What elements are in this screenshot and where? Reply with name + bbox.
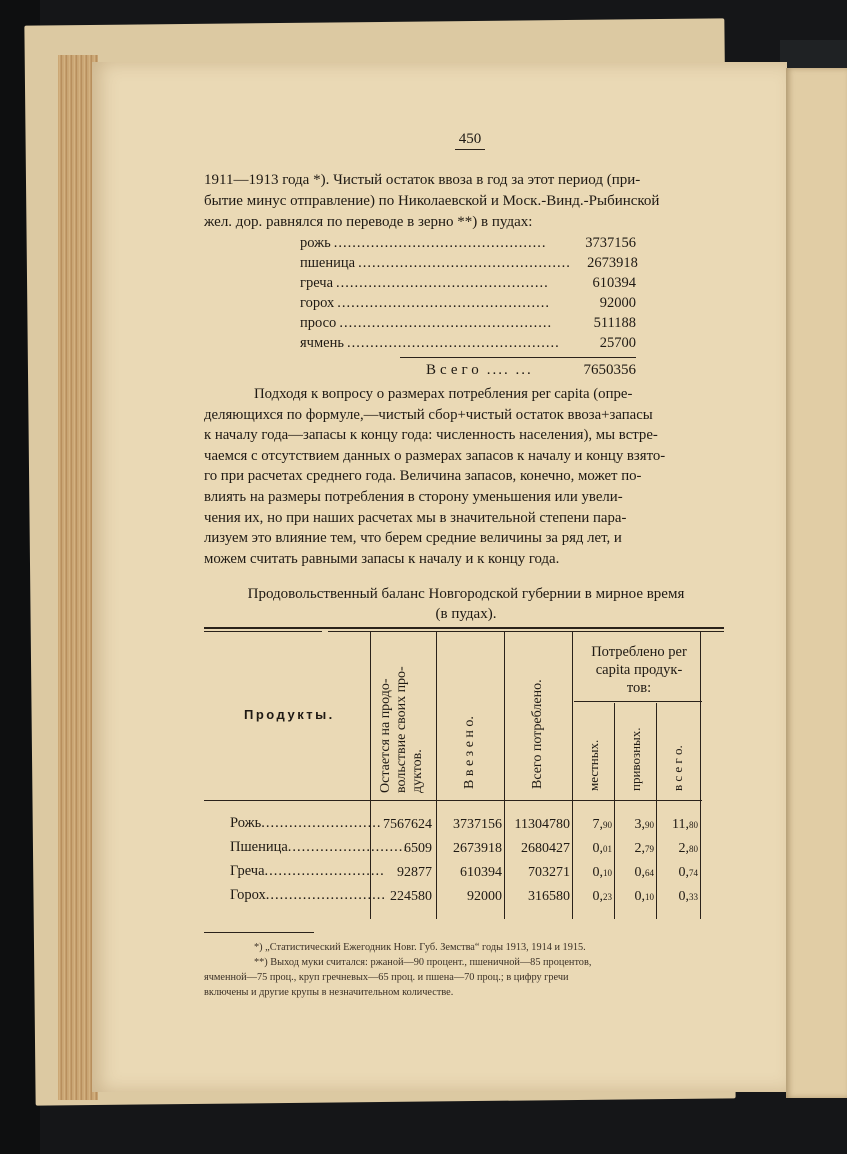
header-total-consumed: Всего потреблено. [530,679,545,789]
caption-line: (в пудах). [435,606,497,622]
row-product: Горох .......................... [230,887,386,903]
cell-import-pc [616,841,654,857]
cell-imported: 2673918 [453,841,502,856]
page-number: 450 [455,131,485,150]
grain-name: просо [300,315,337,331]
para-line: к началу года—запасы к концу года: численность населения), мы встре- [204,427,658,444]
cell-int: 0, [678,865,689,880]
grain-name: ячмень [300,335,344,351]
para-line: чения их, но при наших расчетах мы в значительной степени пара- [204,509,627,526]
grain-value: 92000 [599,295,636,311]
cell-own: 6509 [404,841,432,856]
cell-frac: 64 [645,868,654,878]
food-balance-table [204,627,724,919]
cell-int: 3, [634,817,645,832]
cell-total: 316580 [528,889,570,904]
para-line: деляющихся по формуле,—чистый сбор+чистый остаток ввоза+запасы [204,406,653,423]
cell-local [574,889,612,905]
cell-frac: 23 [603,892,612,902]
product-name: Горох [230,887,266,903]
header-consumed-line: Потреблено per [591,644,687,660]
grain-import-list [300,235,636,355]
caption-line: Продовольственный баланс Новгородской губернии в мирное время [247,586,685,602]
cell-int: 0, [592,865,603,880]
cell-all-pc [658,865,698,881]
row-product: Греча .......................... [230,863,385,879]
grain-value: 3737156 [585,235,636,251]
cell-own: 7567624 [383,817,432,832]
grain-name: греча [300,275,334,291]
cell-frac: 90 [603,820,612,830]
cell-frac: 80 [689,844,698,854]
table-caption [204,584,728,624]
cell-own: 92877 [397,865,432,880]
cell-imported: 3737156 [453,817,502,832]
grain-value: 511188 [593,315,636,331]
table-top-rule-2 [204,631,322,632]
cell-frac: 10 [645,892,654,902]
cell-imported: 92000 [467,889,502,904]
cell-all-pc [658,889,698,905]
cell-all-pc [658,841,698,857]
total-dots: .... ... [486,362,533,378]
grain-value: 25700 [599,335,636,351]
grain-row: горох .............................................. 92000 [300,295,636,311]
table-top-rule [204,627,724,629]
cell-int: 0, [592,889,603,904]
header-products: Продукты. [244,707,335,722]
cell-frac: 10 [603,868,612,878]
cell-int: 0, [678,889,689,904]
cell-int: 0, [592,841,603,856]
para-line: лизуем это влияние тем, что берем средние величины за ряд лет, и [204,530,622,547]
cell-import-pc [616,865,654,881]
header-consumed-per-capita [574,643,704,697]
footnote-rule [204,932,314,933]
grain-value: 610394 [592,275,636,291]
grain-value: 2673918 [587,255,638,271]
grain-name: рожь [300,235,331,251]
product-name: Пшеница [230,839,288,855]
header-consumed-line: тов: [626,680,652,696]
header-all-per-capita: в с е г о. [670,745,685,791]
cell-own: 224580 [390,889,432,904]
header-local: местных. [586,739,601,791]
header-own-line: дуктов. [410,749,425,793]
grain-name: горох [300,295,335,311]
grain-row: рожь .............................................. 3737156 [300,235,636,251]
total-divider [400,357,636,358]
col-divider [656,703,657,919]
header-own-line: Остается на продо- [378,678,393,793]
table-top-rule-3 [328,631,724,632]
cell-int: 7, [592,817,603,832]
header-consumed-line: capita продук- [595,662,683,678]
cell-local [574,817,612,833]
cell-local [574,865,612,881]
total-value: 7650356 [583,362,636,378]
cell-frac: 01 [603,844,612,854]
cell-all-pc [658,817,698,833]
header-imported: В в е з е н о. [462,716,477,789]
book-spine [780,40,847,70]
para-line: го при расчетах среднего года. Величина запасов, конечно, может по- [204,468,642,485]
cell-frac: 79 [645,844,654,854]
col-divider [436,631,437,919]
facing-page-edge [786,68,847,1098]
cell-int: 0, [634,889,645,904]
footnote-line: ячменной—75 проц., круп гречневых—65 проц. и пшена—70 проц.; в цифру гречи [204,972,569,983]
footnote-line: включены и другие крупы в незначительном количестве. [204,987,454,998]
cell-total: 703271 [528,865,570,880]
para-line: Подходя к вопросу о размерах потребления per capita (опре- [254,386,633,402]
col-divider [504,631,505,919]
grain-row: греча .............................................. 610394 [300,275,636,291]
cell-imported: 610394 [460,865,502,880]
col-divider [614,703,615,919]
cell-import-pc [616,889,654,905]
intro-text [204,170,728,233]
intro-line: жел. дор. равнялся по переводе в зерно **) в пудах: [204,214,533,230]
cell-import-pc [616,817,654,833]
grain-total-row [426,362,636,379]
footnote-line: **) Выход муки считался: ржаной—90 процент., пшеничной—85 процентов, [254,957,592,968]
intro-line: 1911—1913 года *). Чистый остаток ввоза в год за этот период (при- [204,172,641,188]
header-own-products [378,633,426,793]
grain-row: ячмень .............................................. 25700 [300,335,636,351]
col-divider [572,631,573,919]
cell-frac: 90 [645,820,654,830]
header-bottom-rule [204,800,702,801]
para-line: влиять на размеры потребления в сторону уменьшения или увели- [204,488,623,505]
row-product: Пшеница .......................... [230,839,409,855]
cell-total: 11304780 [514,817,570,832]
subheader-rule [574,701,702,702]
cell-frac: 33 [689,892,698,902]
footnote-line: *) „Статистический Ежегодник Новг. Губ. Земства“ годы 1913, 1914 и 1915. [254,942,586,953]
grain-name: пшеница [300,255,356,271]
cell-local [574,841,612,857]
cell-int: 0, [634,865,645,880]
grain-row: просо .............................................. 511188 [300,315,636,331]
footnotes [204,940,728,1000]
cell-int: 2, [634,841,645,856]
intro-line: бытие минус отправление) по Николаевской и Моск.-Винд.-Рыбинской [204,193,660,209]
total-label: Всего [426,362,483,378]
cell-int: 2, [678,841,689,856]
row-product: Рожь .......................... [230,815,382,831]
grain-row: пшеница .............................................. 2673918 [300,255,638,271]
cell-int: 11, [672,817,689,832]
body-paragraph [204,384,728,569]
product-name: Греча [230,863,265,879]
cell-frac: 74 [689,868,698,878]
product-name: Рожь [230,815,262,831]
header-own-line: вольствие своих про- [394,666,409,793]
header-imported-per-capita: привозных. [628,727,643,791]
cell-total: 2680427 [521,841,570,856]
para-line: чаемся с отсутствием данных о размерах запасов к началу и концу взято- [204,447,666,464]
para-line: можем считать равными запасы к началу и к концу года. [204,550,560,567]
cell-frac: 80 [689,820,698,830]
